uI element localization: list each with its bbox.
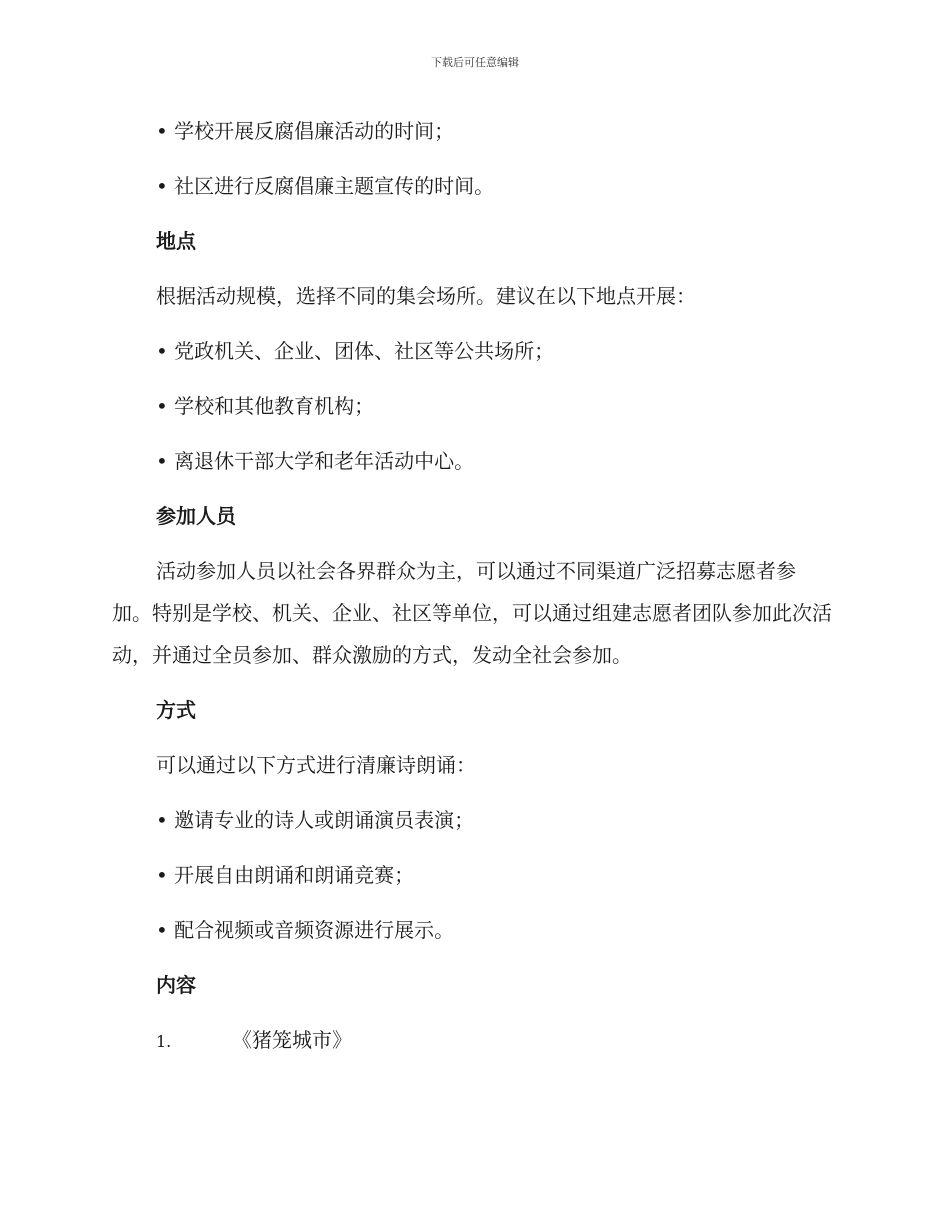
section-heading-method: 方式 [156, 698, 196, 722]
section-heading-location: 地点 [156, 229, 196, 253]
bullet-item: • 学校开展反腐倡廉活动的时间； [156, 119, 455, 143]
paragraph-method: 可以通过以下方式进行清廉诗朗诵： [156, 753, 476, 777]
document-body [112, 110, 832, 1076]
section-heading-content: 内容 [156, 973, 196, 997]
section-heading-participants: 参加人员 [156, 504, 236, 528]
bullet-item: • 党政机关、企业、团体、社区等公共场所； [156, 339, 555, 363]
bullet-item: • 开展自由朗诵和朗诵竞赛； [156, 863, 415, 887]
page-header: 下载后可任意编辑 [431, 56, 519, 69]
bullet-item: • 社区进行反腐倡廉主题宣传的时间。 [156, 174, 495, 198]
paragraph-participants: 活动参加人员以社会各界群众为主，可以通过不同渠道广泛招募志愿者参加。特别是学校、机关、企业、社区等单位，可以通过组建志愿者团队参加此次活动，并通过全员参加、群众激励的方式，发动全社会参加。 [112, 559, 832, 667]
bullet-item: • 配合视频或音频资源进行展示。 [156, 918, 455, 942]
list-text: 《猪笼城市》 [232, 1028, 352, 1052]
bullet-item: • 离退休干部大学和老年活动中心。 [156, 449, 475, 473]
list-number: 1. [156, 1032, 172, 1051]
numbered-list-item [112, 1019, 832, 1063]
bullet-item: • 学校和其他教育机构； [156, 394, 375, 418]
bullet-item: • 邀请专业的诗人或朗诵演员表演； [156, 808, 475, 832]
paragraph-location: 根据活动规模，选择不同的集会场所。建议在以下地点开展： [156, 284, 696, 308]
